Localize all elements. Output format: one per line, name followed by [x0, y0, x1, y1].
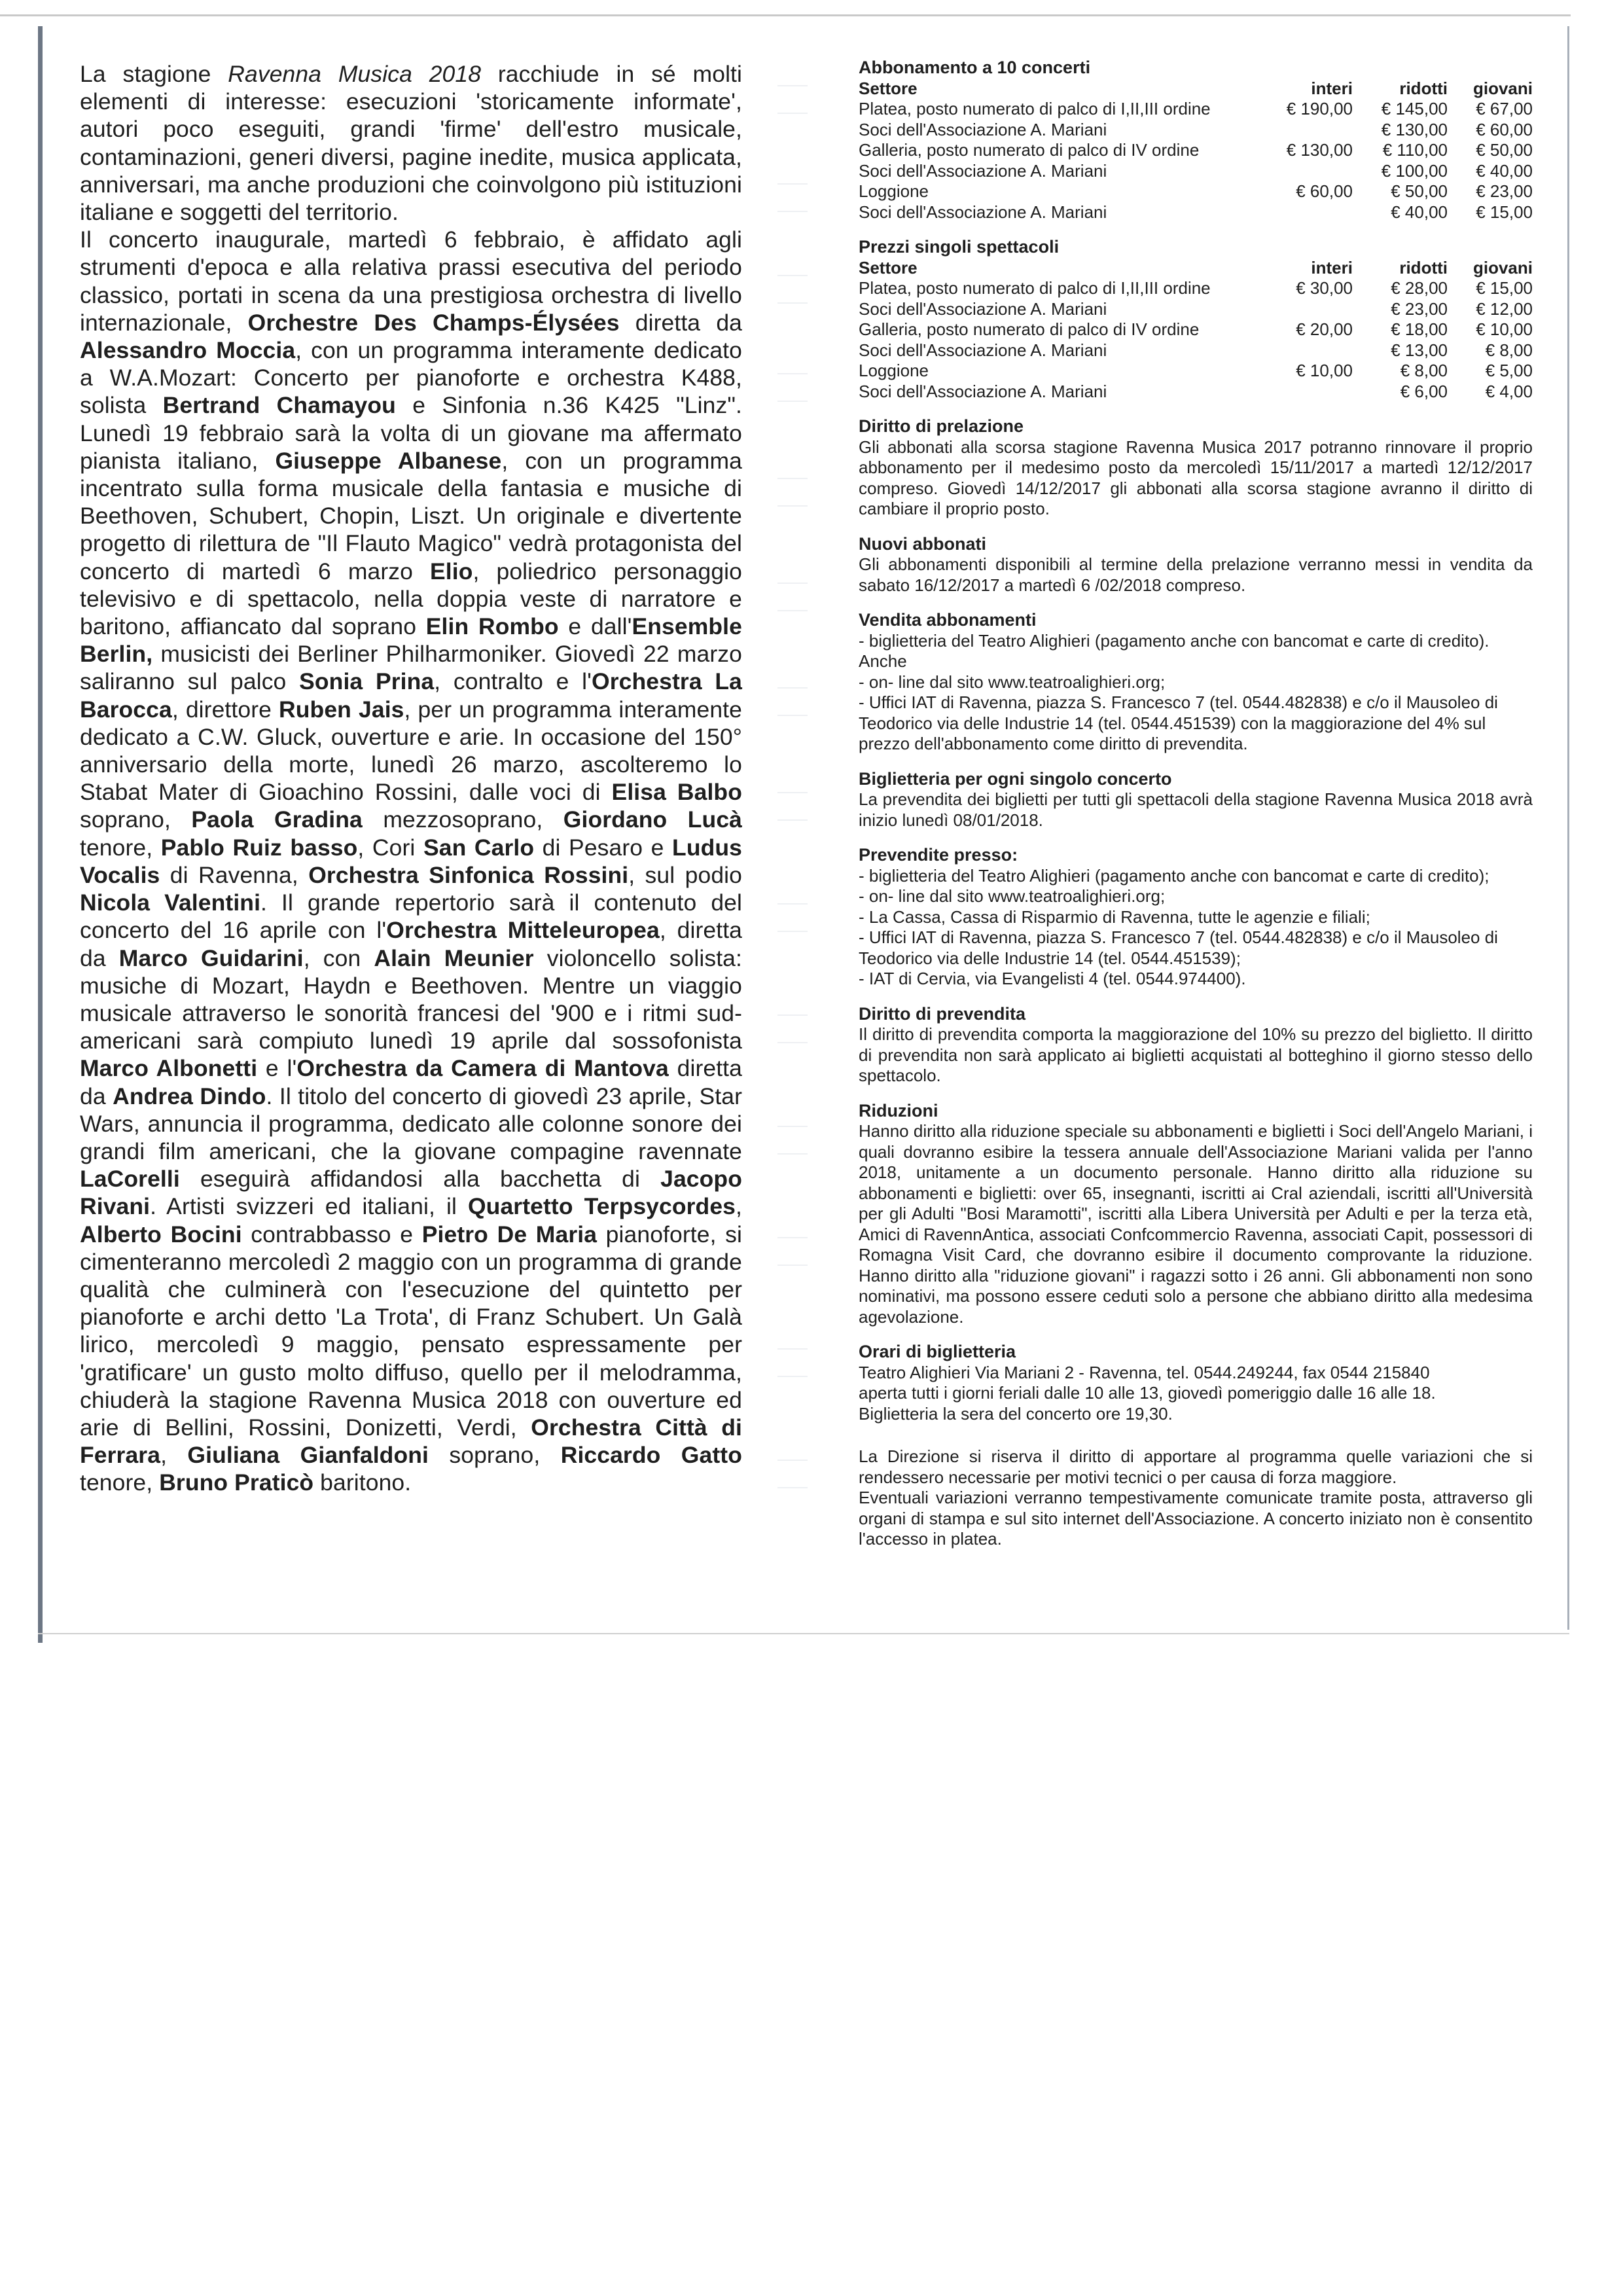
discounts-title: Riduzioni — [859, 1100, 938, 1121]
pre-emption-title: Diritto di prelazione — [859, 416, 1024, 436]
table-row: Galleria, posto numerato di palco di IV ordine € 130,00 € 110,00 € 50,00 — [859, 140, 1533, 160]
top-edge-line — [0, 14, 1571, 16]
left-binding-edge — [38, 26, 43, 1643]
list-item: - on- line dal sito www.teatroalighieri.org; — [859, 672, 1166, 692]
list-item: - IAT di Cervia, via Evangelisti 4 (tel. 0544.974400). — [859, 969, 1246, 988]
table-row: Loggione € 10,00 € 8,00 € 5,00 — [859, 361, 1533, 380]
discounts — [859, 1101, 1533, 1328]
table-row: Loggione € 60,00 € 50,00 € 23,00 — [859, 181, 1533, 201]
notice-text: Eventuali variazioni verranno tempestivamente comunicate tramite posta, attraverso gli organi di stampa e sul sito internet dell'Associazione. A concerto iniziato non è consentito l'accesso in platea. — [859, 1488, 1533, 1549]
list-item: Biglietteria la sera del concerto ore 19,30. — [859, 1403, 1173, 1424]
box-office-hours-title: Orari di biglietteria — [859, 1342, 1016, 1361]
intro-paragraph: La stagione Ravenna Musica 2018 racchiude in sé molti elementi di interesse: esecuzioni 'storicamente informate', autori poco eseguiti, grandi 'firme' dell'estro musicale, contaminazioni, generi diversi, pagine inedite, musica applicata, anniversari, ma anche produzioni che coinvolgono più istituzioni italiane e soggetti del territorio. — [80, 61, 743, 226]
presale-fee — [859, 1004, 1533, 1086]
discounts-text: Hanno diritto alla riduzione speciale su abbonamenti e biglietti i Soci dell'Angelo Mariani, i quali dovranno esibire la tessera annuale dell'Associazione Mariani valida per l'anno 2018, unitamente a un documento personale. Hanno diritto alla riduzione su abbonamenti e biglietti: over 65, insegnanti, iscritti ai Cral aziendali, iscritti all'Università per gli Adulti "Bosi Maramotti", iscritti alla Libera Università per Adulti e per la terza età, Amici di RavennAntica, associati Confcommercio Ravenna, associati Capit, possessori di Romagna Visit Card, che dovranno esibire il documento comprovante la riduzione. Hanno diritto alla "riduzione giovani" i ragazzi sotto i 26 anni. Gli abbonamenti non sono nominativi, ma possono essere ceduti solo a persone che abbiano diritto alla medesima agevolazione. — [859, 1121, 1533, 1327]
single-box-office-text: La prevendita dei biglietti per tutti gli spettacoli della stagione Ravenna Musica 2018 avrà inizio lunedì 08/01/2018. — [859, 789, 1533, 830]
table-header-row: Settore interi ridotti giovani — [859, 78, 1533, 98]
table-row: Platea, posto numerato di palco di I,II,III ordine € 30,00 € 28,00 € 15,00 — [859, 278, 1533, 298]
table-header-row: Settore interi ridotti giovani — [859, 257, 1533, 278]
ticket-info — [859, 58, 1533, 1564]
new-subscribers-text: Gli abbonamenti disponibili al termine della prelazione verranno messi in vendita da sabato 16/12/2017 a martedì 6 /02/2018 compreso. — [859, 554, 1533, 595]
presale-points — [859, 845, 1533, 990]
table-row: Galleria, posto numerato di palco di IV ordine € 20,00 € 18,00 € 10,00 — [859, 319, 1533, 339]
single-concert-box-office — [859, 769, 1533, 831]
table-row: Soci dell'Associazione A. Mariani € 13,00 € 8,00 — [859, 340, 1533, 360]
center-fold-artifacts — [777, 59, 808, 1630]
list-item: - Uffici IAT di Ravenna, piazza S. Francesco 7 (tel. 0544.482838) e c/o il Mausoleo di Teodorico via delle Industrie 14 (tel. 0544.451539) con la maggiorazione del 4% sul prezzo dell'abbonamento come diritto di prevendita. — [859, 692, 1498, 753]
single-prices-title: Prezzi singoli spettacoli — [859, 237, 1060, 257]
program-paragraph: Il concerto inaugurale, martedì 6 febbraio, è affidato agli strumenti d'epoca e alla relativa prassi esecutiva del periodo classico, portati in scena da una prestigiosa orchestra di livello internazionale, Orchestre Des Champs-Élysées diretta da Alessandro Moccia, con un programma interamente dedicato a W.A.Mozart: Concerto per pianoforte e orchestra K488, solista Bertrand Chamayou e Sinfonia n.36 K425 "Linz". Lunedì 19 febbraio sarà la volta di un giovane ma affermato pianista italiano, Giuseppe Albanese, con un programma incentrato sulla forma musicale della fantasia e musiche di Beethoven, Schubert, Chopin, Liszt. Un originale e divertente progetto di rilettura de "Il Flauto Magico" vedrà protagonista del concerto di martedì 6 marzo Elio, poliedrico personaggio televisivo e di spettacolo, nella doppia veste di narratore e baritono, affiancato dal soprano Elin Rombo e dall'Ensemble Berlin, musicisti dei Berliner Philharmoniker. Giovedì 22 marzo saliranno sul palco Sonia Prina, contralto e l'Orchestra La Barocca, direttore Ruben Jais, per un programma interamente dedicato a C.W. Gluck, ouverture e arie. In occasione del 150° anniversario della morte, lunedì 26 marzo, ascolteremo lo Stabat Mater di Gioachino Rossini, dalle voci di Elisa Balbo soprano, Paola Gradina mezzosoprano, Giordano Lucà tenore, Pablo Ruiz basso, Cori San Carlo di Pesaro e Ludus Vocalis di Ravenna, Orchestra Sinfonica Rossini, sul podio Nicola Valentini. Il grande repertorio sarà il contenuto del concerto del 16 aprile con l'Orchestra Mitteleuropea, diretta da Marco Guidarini, con Alain Meunier violoncello solista: musiche di Mozart, Haydn e Beethoven. Mentre un viaggio musicale attraverso le sonorità francesi del '900 e i ritmi sud-americani sarà compiuto lunedì 19 aprile dal sossofonista Marco Albonetti e l'Orchestra da Camera di Mantova diretta da Andrea Dindo. Il titolo del concerto di giovedì 23 aprile, Star Wars, annuncia il programma, dedicato alle colonne sonore dei grandi film americani, che la giovane compagine ravennate LaCorelli eseguirà affidandosi alla bacchetta di Jacopo Rivani. Artisti svizzeri ed italiani, il Quartetto Terpsycordes, Alberto Bocini contrabbasso e Pietro De Maria pianoforte, si cimenteranno mercoledì 2 maggio con un programma di grande qualità che culminerà con l'esecuzione del quintetto per pianoforte e archi detto 'La Trota', di Franz Schubert. Un Galà lirico, mercoledì 9 maggio, pensato espressamente per 'gratificare' un gusto molto diffuso, quello per il melodramma, chiuderà la stagione Ravenna Musica 2018 con ouverture ed arie di Bellini, Rossini, Donizetti, Verdi, Orchestra Città di Ferrara, Giuliana Gianfaldoni soprano, Riccardo Gatto tenore, Bruno Praticò baritono. — [80, 226, 743, 1496]
list-item: - Uffici IAT di Ravenna, piazza S. Francesco 7 (tel. 0544.482838) e c/o il Mausoleo di Teodorico via delle Industrie 14 (tel. 0544.451539); — [859, 927, 1498, 968]
new-subscribers — [859, 534, 1533, 596]
subscription-price-table — [859, 79, 1533, 223]
single-box-office-title: Biglietteria per ogni singolo concerto — [859, 768, 1172, 789]
subscription-sales — [859, 610, 1533, 755]
presale-title: Prevendite presso: — [859, 845, 1018, 865]
presale-fee-text: Il diritto di prevendita comporta la maggiorazione del 10% su prezzo del biglietto. Il diritto di prevendita non sarà applicato ai biglietti acquistati al botteghino il giorno stesso dello spettacolo. — [859, 1024, 1533, 1085]
management-notice — [859, 1446, 1533, 1550]
presale-fee-title: Diritto di prevendita — [859, 1003, 1026, 1024]
table-row: Soci dell'Associazione A. Mariani € 23,00 € 12,00 — [859, 298, 1533, 319]
list-item: - on- line dal sito www.teatroalighieri.org; — [859, 886, 1166, 906]
single-price-table — [859, 258, 1533, 403]
pre-emption-right — [859, 416, 1533, 520]
subscription-title: Abbonamento a 10 concerti — [859, 58, 1091, 77]
list-item: - biglietteria del Teatro Alighieri (pagamento anche con bancomat e carte di credito). Anche — [859, 630, 1489, 671]
table-row: Soci dell'Associazione A. Mariani € 6,00 € 4,00 — [859, 381, 1533, 401]
single-ticket-prices — [859, 237, 1533, 402]
subscription-sales-title: Vendita abbonamenti — [859, 610, 1037, 630]
table-row: Platea, posto numerato di palco di I,II,III ordine € 190,00 € 145,00 € 67,00 — [859, 99, 1533, 118]
list-item: Teatro Alighieri Via Mariani 2 - Ravenna, tel. 0544.249244, fax 0544 215840 — [859, 1362, 1430, 1382]
season-description — [80, 60, 742, 1497]
list-item: aperta tutti i giorni feriali dalle 10 alle 13, giovedì pomeriggio dalle 16 alle 18. — [859, 1383, 1436, 1403]
table-row: Soci dell'Associazione A. Mariani € 40,00 € 15,00 — [859, 202, 1533, 222]
table-row: Soci dell'Associazione A. Mariani € 100,00 € 40,00 — [859, 160, 1533, 181]
list-item: - biglietteria del Teatro Alighieri (pagamento anche con bancomat e carte di credito); — [859, 865, 1489, 886]
table-row: Soci dell'Associazione A. Mariani € 130,00 € 60,00 — [859, 119, 1533, 139]
new-subscribers-title: Nuovi abbonati — [859, 533, 986, 554]
subscription-prices — [859, 58, 1533, 223]
box-office-hours — [859, 1342, 1533, 1424]
bottom-edge-line — [38, 1633, 1569, 1634]
right-page-edge — [1567, 26, 1569, 1630]
list-item: - La Cassa, Cassa di Risparmio di Ravenna, tutte le agenzie e filiali; — [859, 906, 1370, 927]
pre-emption-text: Gli abbonati alla scorsa stagione Ravenna Musica 2017 potranno rinnovare il proprio abbonamento per il medesimo posto da mercoledì 15/11/2017 a martedì 12/12/2017 compreso. Giovedì 14/12/2017 gli abbonati alla scorsa stagione avranno il diritto di cambiare il proprio posto. — [859, 437, 1533, 518]
notice-text: La Direzione si riserva il diritto di apportare al programma quelle variazioni che si rendessero necessarie per motivi tecnici o per causa di forza maggiore. — [859, 1446, 1533, 1487]
